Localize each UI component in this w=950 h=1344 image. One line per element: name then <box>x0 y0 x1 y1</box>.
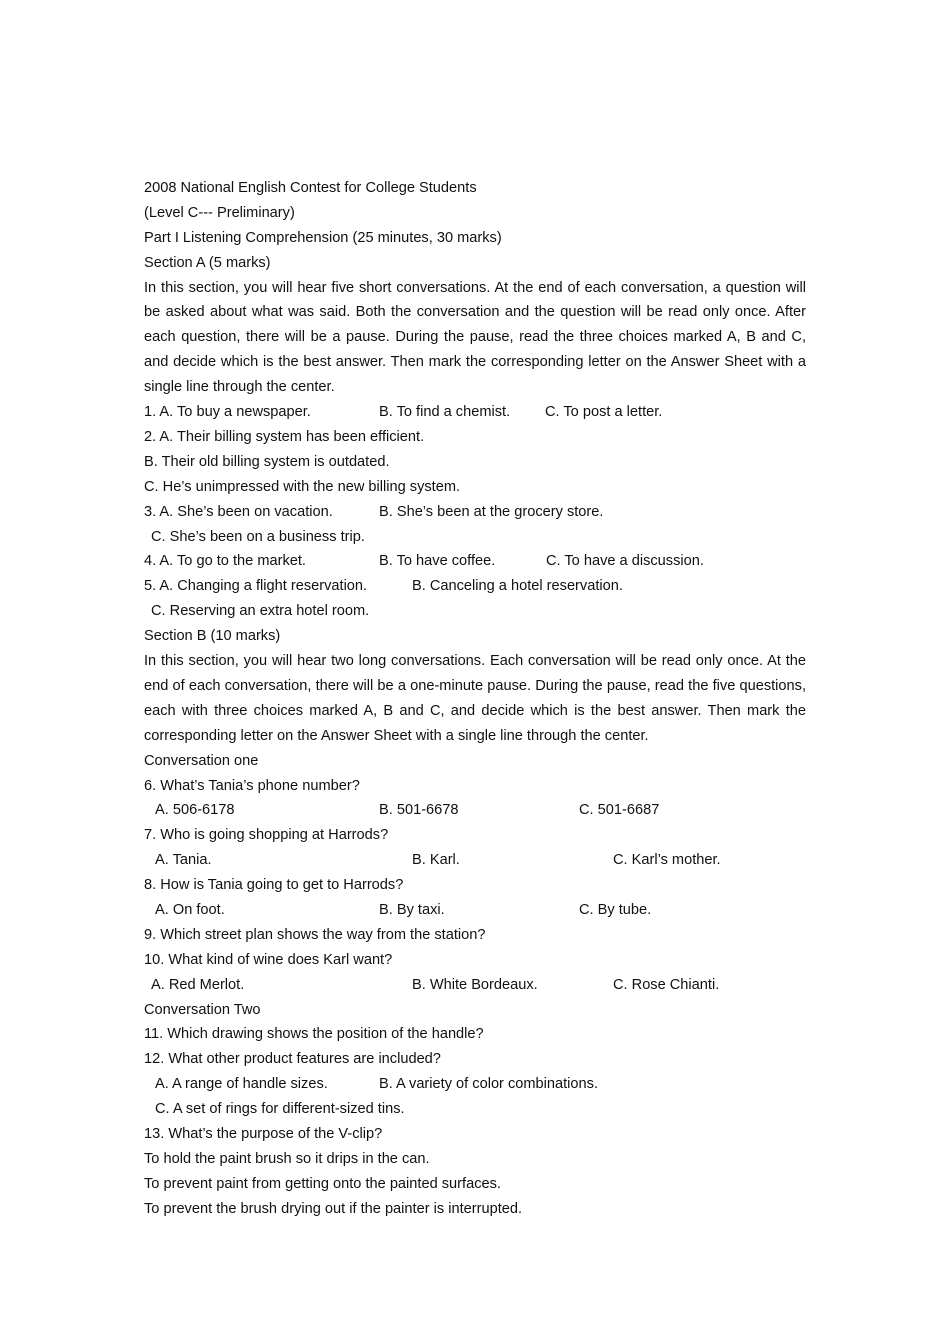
q12-option-a: A. A range of handle sizes. <box>155 1076 328 1093</box>
q11-stem: 11. Which drawing shows the position of the handle? <box>144 1026 484 1043</box>
q10-option-c: C. Rose Chianti. <box>613 976 720 993</box>
q7-options <box>144 848 806 873</box>
q5-option-a: 5. A. Changing a flight reservation. <box>144 578 368 595</box>
q10-option-a: A. Red Merlot. <box>151 976 245 993</box>
q6-option-a: A. 506-6178 <box>155 802 235 819</box>
document-title: 2008 National English Contest for College Students <box>144 180 477 196</box>
q3-option-c: C. She’s been on a business trip. <box>151 528 365 545</box>
q3-option-b: B. She’s been at the grocery store. <box>379 503 604 520</box>
section-b-heading: Section B (10 marks) <box>144 628 281 645</box>
q7-option-b: B. Karl. <box>412 852 460 869</box>
document-body <box>144 176 806 1222</box>
q13-option-b: To prevent paint from getting onto the painted surfaces. <box>144 1175 501 1192</box>
q2-option-a: 2. A. Their billing system has been efficient. <box>144 428 425 445</box>
q10-option-b: B. White Bordeaux. <box>412 976 538 993</box>
q6-stem: 6. What’s Tania’s phone number? <box>144 777 360 794</box>
q7-stem: 7. Who is going shopping at Harrods? <box>144 827 389 844</box>
section-a-instructions: In this section, you will hear five short conversations. At the end of each conversation, a question will be asked about what was said. Both the conversation and the question will be read only once. After each question, there will be a pause. During the pause, read the three choices marked A, B and C, and decide which is the best answer. Then mark the corresponding letter on the Answer Sheet with a single line through the center. <box>144 279 806 396</box>
conversation-one-heading: Conversation one <box>144 752 259 769</box>
q4-option-c: C. To have a discussion. <box>546 553 704 570</box>
q7-option-a: A. Tania. <box>155 852 212 869</box>
q12-stem: 12. What other product features are included? <box>144 1051 441 1068</box>
section-a-heading: Section A (5 marks) <box>144 254 271 271</box>
q12-options <box>144 1072 806 1097</box>
q7-option-c: C. Karl’s mother. <box>613 852 721 869</box>
q8-stem: 8. How is Tania going to get to Harrods? <box>144 877 404 894</box>
q8-option-a: A. On foot. <box>155 901 225 918</box>
q1-option-b: B. To find a chemist. <box>379 404 511 421</box>
q8-option-c: C. By tube. <box>579 901 652 918</box>
question-5 <box>144 574 806 599</box>
q12-option-b: B. A variety of color combinations. <box>379 1076 599 1093</box>
q8-option-b: B. By taxi. <box>379 901 445 918</box>
q4-option-a: 4. A. To go to the market. <box>144 553 306 570</box>
question-1 <box>144 400 806 425</box>
q4-option-b: B. To have coffee. <box>379 553 496 570</box>
q2-option-c: C. He’s unimpressed with the new billing system. <box>144 478 461 495</box>
q10-options <box>144 973 806 998</box>
q2-option-b: B. Their old billing system is outdated. <box>144 453 390 470</box>
level-line: (Level C--- Preliminary) <box>144 204 295 221</box>
q3-option-a: 3. A. She’s been on vacation. <box>144 503 333 520</box>
q1-option-a: 1. A. To buy a newspaper. <box>144 404 311 421</box>
q13-option-a: To hold the paint brush so it drips in the can. <box>144 1150 430 1167</box>
q6-option-c: C. 501-6687 <box>579 802 660 819</box>
q5-option-c: C. Reserving an extra hotel room. <box>151 603 370 620</box>
q1-option-c: C. To post a letter. <box>545 404 663 421</box>
q6-options <box>144 798 806 823</box>
q8-options <box>144 898 806 923</box>
q13-option-c: To prevent the brush drying out if the painter is interrupted. <box>144 1200 523 1217</box>
conversation-two-heading: Conversation Two <box>144 1001 261 1018</box>
q13-stem: 13. What’s the purpose of the V-clip? <box>144 1125 383 1142</box>
q9-stem: 9. Which street plan shows the way from the station? <box>144 926 486 943</box>
question-4 <box>144 549 806 574</box>
part-heading: Part I Listening Comprehension (25 minutes, 30 marks) <box>144 229 502 246</box>
q6-option-b: B. 501-6678 <box>379 802 459 819</box>
question-3 <box>144 500 806 525</box>
q10-stem: 10. What kind of wine does Karl want? <box>144 951 393 968</box>
section-b-instructions: In this section, you will hear two long conversations. Each conversation will be read only once. At the end of each conversation, there will be a one-minute pause. During the pause, read the five questions, each with three choices marked A, B and C, and decide which is the best answer. Then mark the corresponding letter on the Answer Sheet with a single line through the center. <box>144 653 806 744</box>
q12-option-c: C. A set of rings for different-sized tins. <box>155 1101 405 1118</box>
q5-option-b: B. Canceling a hotel reservation. <box>412 578 623 595</box>
